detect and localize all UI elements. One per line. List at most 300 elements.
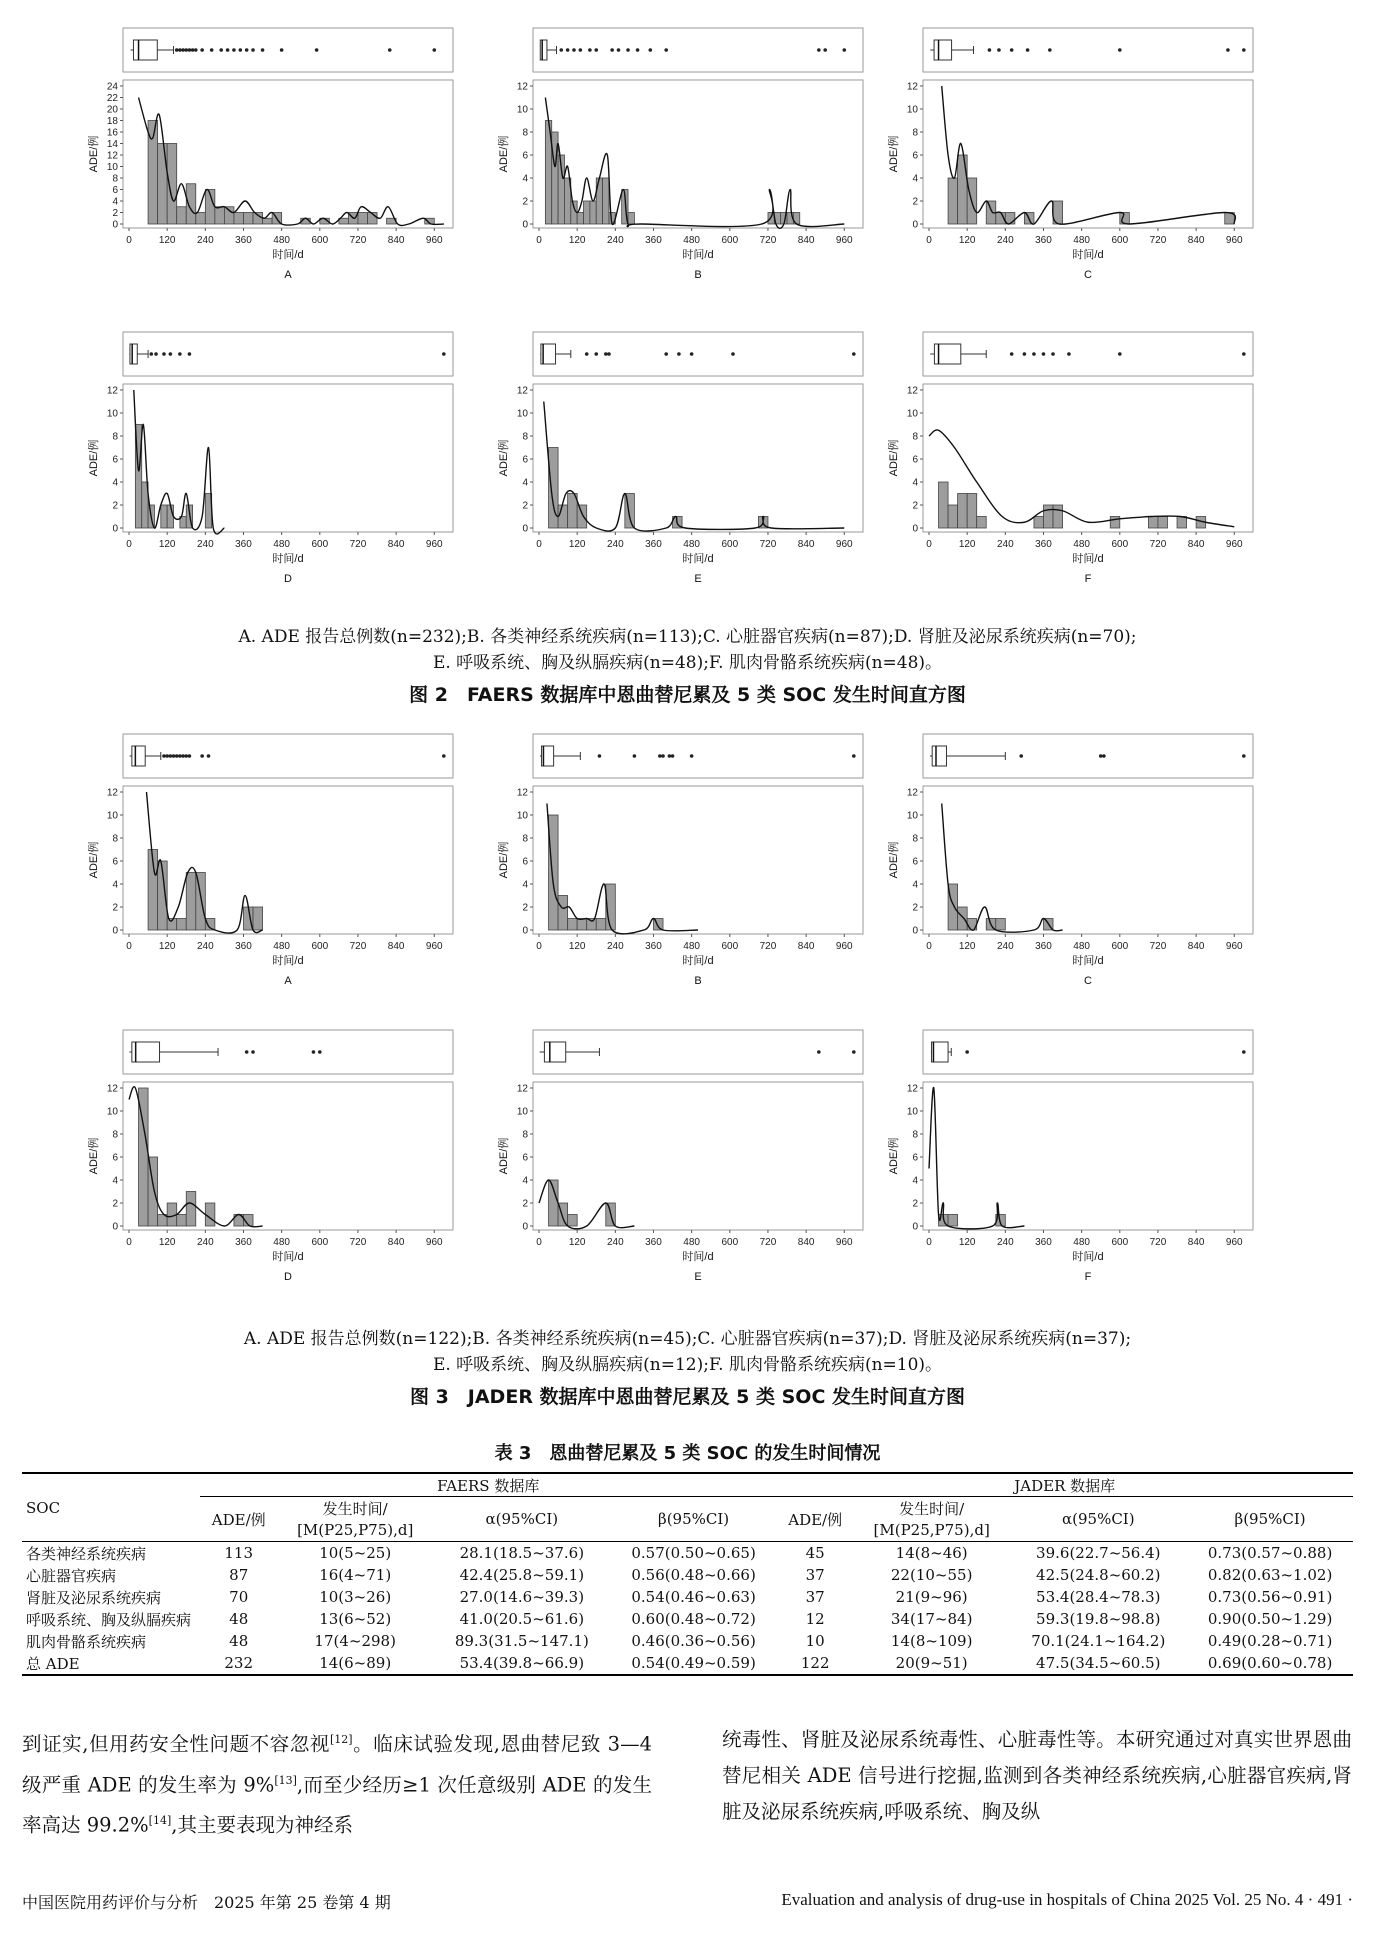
footer-journal-en: Evaluation and analysis of drug-use in hospitals of China 2025 Vol. 25 No. 4 · 491 · [781,1890,1353,1909]
x-tick-label: 960 [835,235,853,246]
plot-frame [923,786,1253,934]
boxplot-outlier [207,754,211,758]
cell-faers-time: 17(4~298) [314,1632,396,1650]
y-tick-label: 16 [106,127,118,139]
histogram-bar [558,896,568,931]
y-tick-label: 8 [522,127,528,139]
histogram-bar [996,919,1006,931]
y-tick-label: 2 [112,500,118,512]
boxplot-outlier [194,48,198,52]
x-tick-label: 360 [235,539,252,550]
boxplot-outlier [997,48,1001,52]
x-tick-label: 240 [996,1237,1014,1248]
boxplot-outlier [251,1050,255,1054]
x-tick-label: 480 [1073,235,1090,246]
histogram-bar [939,482,949,528]
histogram-bar [967,494,977,529]
panel-label: A [284,269,292,281]
boxplot-outlier [154,352,158,356]
cell-jader-ade: 10 [805,1632,825,1650]
y-tick-label: 6 [912,856,918,868]
cell-jader-alpha: 39.6(22.7~56.4) [1009,1542,1187,1565]
histogram-bar [577,919,587,931]
boxplot-box [130,344,137,364]
x-axis-label: 时间/d [1072,1251,1104,1263]
x-tick-label: 0 [926,539,932,550]
boxplot-outlier [388,48,392,52]
boxplot-outlier [1118,48,1122,52]
y-tick-label: 6 [112,856,118,868]
boxplot-box [932,746,946,766]
boxplot-outlier [658,754,662,758]
x-tick-label: 840 [387,235,405,246]
y-tick-label: 2 [112,902,118,914]
x-tick-label: 600 [721,539,739,550]
histogram-chart [85,728,495,1014]
x-tick-label: 600 [311,235,329,246]
cell-faers-ade: 48 [229,1632,249,1650]
cell-faers-ade: 48 [229,1610,249,1628]
y-tick-label: 12 [106,787,118,799]
histogram-chart [885,22,1295,308]
body-left-part1: 到证实,但用药安全性问题不容忽视 [22,1732,330,1756]
boxplot-outlier [1242,352,1246,356]
boxplot-outlier [226,48,230,52]
y-tick-label: 8 [112,833,118,845]
x-axis-label: 时间/d [1072,955,1104,967]
cell-faers-beta: 0.46(0.36~0.56) [631,1632,756,1650]
y-tick-label: 12 [906,787,918,799]
x-tick-label: 600 [311,1237,329,1248]
col-group-jader: JADER 数据库 [776,1473,1353,1497]
histogram-bar [186,1192,196,1227]
x-tick-label: 720 [1149,1237,1167,1248]
boxplot-outlier [988,48,992,52]
histogram-bar [215,207,225,224]
y-tick-label: 10 [106,162,118,173]
y-tick-label: 2 [522,196,528,208]
y-axis-label: ADE/例 [88,841,100,879]
histogram-bar [958,494,968,529]
histogram-bar [263,218,273,224]
histogram-bar [948,178,958,224]
boxplot-outlier [664,48,668,52]
col-header-jader-ade: ADE/例 [788,1510,843,1529]
x-axis-label: 时间/d [682,553,714,565]
cell-faers-time: 10(3~26) [319,1588,392,1606]
x-tick-label: 480 [1073,941,1090,952]
y-tick-label: 8 [522,1129,528,1141]
plot-frame [533,786,863,934]
y-tick-label: 2 [112,1198,118,1210]
y-tick-label: 8 [912,127,918,139]
y-tick-label: 12 [106,150,118,162]
fig3-panel-a [85,728,495,1014]
histogram-chart [885,1024,1295,1310]
y-tick-label: 0 [112,219,118,231]
y-tick-label: 10 [516,1106,528,1118]
y-axis-label: ADE/例 [498,841,510,879]
boxplot-outlier [162,352,166,356]
x-tick-label: 0 [536,1237,542,1248]
fig2-caption-line1: A. ADE 报告总例数(n=232);B. 各类神经系统疾病(n=113);C. 心脏器官疾病(n=87);D. 肾脏及泌尿系统疾病(n=70); [238,627,1137,647]
boxplot-outlier [604,352,608,356]
histogram-bar [358,213,368,225]
boxplot-outlier [594,48,598,52]
cell-jader-time: 14(8~109) [890,1632,973,1650]
y-tick-label: 4 [912,1175,918,1187]
y-tick-label: 6 [912,454,918,466]
soc-time-table [22,1472,1353,1676]
x-tick-label: 480 [1073,1237,1090,1248]
boxplot-frame [533,734,863,778]
histogram-bar [568,919,578,931]
boxplot-outlier [731,352,735,356]
boxplot-outlier [232,48,236,52]
y-axis-label: ADE/例 [88,135,100,173]
cell-jader-time: 14(8~46) [854,1542,1010,1565]
histogram-bar [177,1215,187,1227]
cell-jader-beta: 0.69(0.60~0.78) [1187,1652,1353,1675]
cell-faers-time: 14(6~89) [277,1652,433,1675]
x-tick-label: 480 [273,235,290,246]
x-tick-label: 360 [645,1237,662,1248]
y-tick-label: 10 [906,810,918,822]
y-tick-label: 10 [906,104,918,116]
col-header-faers-time-1: 发生时间/ [322,1499,388,1518]
col-header-jader-time-1: 发生时间/ [899,1499,965,1518]
x-tick-label: 720 [759,1237,777,1248]
boxplot-outlier [1032,352,1036,356]
histogram-bar [948,1215,958,1227]
cell-soc: 总 ADE [22,1652,200,1675]
x-tick-label: 120 [158,1237,176,1248]
y-tick-label: 2 [912,1198,918,1210]
boxplot-outlier [169,754,173,758]
histogram-bar [161,505,167,528]
x-tick-label: 240 [606,539,624,550]
cell-jader-beta: 0.49(0.28~0.71) [1207,1632,1333,1650]
boxplot-outlier [178,754,182,758]
boxplot-outlier [162,754,166,758]
histogram-bar [205,1203,215,1226]
x-tick-label: 120 [958,539,976,550]
y-tick-label: 0 [112,1221,118,1233]
x-axis-label: 时间/d [272,249,304,261]
col-group-faers: FAERS 数据库 [200,1473,776,1497]
panel-label: E [694,573,702,585]
boxplot-outlier [842,48,846,52]
y-tick-label: 4 [522,1175,528,1187]
panel-label: D [284,573,292,585]
x-tick-label: 720 [1149,539,1167,550]
boxplot-outlier [1042,352,1046,356]
y-tick-label: 12 [106,385,118,397]
boxplot-box [133,40,157,60]
x-axis-label: 时间/d [272,955,304,967]
x-axis-label: 时间/d [1072,249,1104,261]
boxplot-outlier [690,352,694,356]
fig3-caption-line2: E. 呼吸系统、胸及纵膈疾病(n=12);F. 肌肉骨骼系统疾病(n=10)。 [432,1355,943,1375]
x-tick-label: 360 [1035,1237,1052,1248]
x-tick-label: 120 [568,941,586,952]
boxplot-outlier [1067,352,1071,356]
boxplot-outlier [149,352,153,356]
y-tick-label: 14 [106,139,118,150]
y-tick-label: 20 [106,104,118,116]
y-tick-label: 8 [912,431,918,443]
x-axis-label: 时间/d [272,1251,304,1263]
boxplot-outlier [280,48,284,52]
x-tick-label: 360 [235,941,252,952]
cell-faers-time: 10(5~25) [277,1542,433,1565]
y-tick-label: 2 [912,902,918,914]
boxplot-outlier [823,48,827,52]
x-tick-label: 600 [311,539,329,550]
x-tick-label: 240 [196,235,214,246]
x-tick-label: 360 [645,235,662,246]
boxplot-outlier [579,48,583,52]
histogram-chart [495,728,905,1014]
boxplot-outlier [1099,754,1103,758]
boxplot-outlier [175,48,179,52]
boxplot-outlier [442,352,446,356]
panel-label: C [1084,269,1092,281]
x-tick-label: 0 [126,539,132,550]
boxplot-outlier [566,48,570,52]
x-tick-label: 840 [1187,235,1205,246]
boxplot-outlier [442,754,446,758]
histogram-bar [958,155,968,224]
x-tick-label: 480 [273,1237,290,1248]
y-tick-label: 6 [912,1152,918,1164]
x-axis-label: 时间/d [682,1251,714,1263]
fig3-panel-e [495,1024,905,1310]
plot-frame [923,1082,1253,1230]
histogram-bar [224,207,234,224]
cell-faers-alpha: 27.0(14.6~39.3) [459,1588,585,1606]
x-tick-label: 120 [958,941,976,952]
boxplot-outlier [210,48,214,52]
histogram-chart [85,22,495,308]
x-tick-label: 720 [349,941,367,952]
x-tick-label: 720 [759,235,777,246]
x-tick-label: 720 [349,539,367,550]
x-tick-label: 960 [425,235,443,246]
body-text-left [22,1722,652,1844]
y-tick-label: 4 [912,173,918,185]
x-tick-label: 840 [797,235,815,246]
y-tick-label: 12 [906,81,918,93]
boxplot-outlier [165,754,169,758]
boxplot-outlier [172,754,176,758]
histogram-bar [1034,517,1044,529]
fig2-panel-c [885,22,1295,308]
cell-jader-alpha: 53.4(28.4~78.3) [1036,1588,1161,1606]
fig3-panel-c [885,728,1295,1014]
histogram-bar [549,815,559,930]
histogram-chart [85,1024,495,1310]
histogram-chart [885,728,1295,1014]
boxplot-outlier [188,352,192,356]
y-tick-label: 4 [522,477,528,489]
y-tick-label: 10 [906,1106,918,1118]
col-header-faers-time-2: [M(P25,P75),d] [297,1521,414,1539]
x-tick-label: 600 [721,1237,739,1248]
x-tick-label: 240 [996,941,1014,952]
boxplot-outlier [184,48,188,52]
boxplot-outlier [261,48,265,52]
y-tick-label: 4 [522,173,528,185]
y-axis-label: ADE/例 [888,439,900,477]
x-tick-label: 0 [126,1237,132,1248]
col-header-soc: SOC [22,1473,200,1542]
histogram-bar [1120,213,1130,225]
cell-faers-alpha: 89.3(31.5~147.1) [454,1632,589,1650]
boxplot-outlier [181,48,185,52]
cell-jader-ade: 122 [776,1652,853,1675]
histogram-bar [177,207,187,224]
y-tick-label: 4 [112,196,118,208]
y-tick-label: 10 [106,1106,118,1118]
x-tick-label: 360 [1035,235,1052,246]
y-tick-label: 6 [522,454,528,466]
y-tick-label: 8 [112,173,118,185]
y-tick-label: 2 [522,500,528,512]
y-axis-label: ADE/例 [88,1137,100,1175]
histogram-bar [1148,517,1158,529]
x-tick-label: 0 [926,1237,932,1248]
x-tick-label: 720 [759,539,777,550]
y-axis-label: ADE/例 [498,135,510,173]
boxplot-outlier [626,48,630,52]
y-tick-label: 2 [912,196,918,208]
boxplot-frame [533,28,863,72]
boxplot-outlier [671,754,675,758]
boxplot-outlier [315,48,319,52]
boxplot-outlier [610,48,614,52]
y-tick-label: 6 [912,150,918,162]
body-left-part2: 。临床试验发现,恩曲替尼致 3—4 级严重 ADE 的发生率为 9% [22,1732,652,1796]
y-axis-label: ADE/例 [888,1137,900,1175]
y-tick-label: 18 [106,116,118,127]
y-tick-label: 6 [112,1152,118,1164]
boxplot-box [544,1042,565,1062]
x-tick-label: 960 [835,941,853,952]
y-tick-label: 6 [112,185,118,196]
cell-soc: 各类神经系统疾病 [22,1542,200,1565]
fig3-caption-line1: A. ADE 报告总例数(n=122);B. 各类神经系统疾病(n=45);C. 心脏器官疾病(n=37);D. 肾脏及泌尿系统疾病(n=37); [243,1329,1132,1349]
y-axis-label: ADE/例 [888,841,900,879]
x-tick-label: 960 [835,539,853,550]
cell-soc: 肌肉骨骼系统疾病 [26,1632,147,1651]
boxplot-outlier [1023,352,1027,356]
x-tick-label: 0 [536,941,542,952]
y-tick-label: 10 [516,104,528,116]
boxplot-outlier [1048,48,1052,52]
y-tick-label: 0 [912,219,918,231]
cell-jader-alpha: 70.1(24.1~164.2) [1031,1632,1166,1650]
boxplot-outlier [1226,48,1230,52]
histogram-bar [243,213,253,225]
x-tick-label: 0 [126,235,132,246]
y-tick-label: 4 [522,879,528,891]
cell-faers-beta: 0.56(0.48~0.66) [631,1566,756,1584]
y-tick-label: 12 [106,1083,118,1095]
col-header-faers-ade: ADE/例 [211,1510,266,1529]
histogram-bar [577,213,583,225]
y-tick-label: 0 [912,523,918,535]
cell-jader-ade: 37 [805,1588,825,1606]
y-tick-label: 6 [112,454,118,466]
fig3-title: 图 3 JADER 数据库中恩曲替尼累及 5 类 SOC 发生时间直方图 [409,1386,966,1408]
y-tick-label: 4 [912,477,918,489]
x-tick-label: 120 [958,1237,976,1248]
x-tick-label: 120 [958,235,976,246]
cell-faers-alpha: 41.0(20.5~61.6) [459,1610,585,1628]
boxplot-outlier [677,352,681,356]
x-tick-label: 600 [1111,1237,1129,1248]
y-tick-label: 6 [522,856,528,868]
x-tick-label: 960 [425,1237,443,1248]
x-tick-label: 720 [349,235,367,246]
panel-label: C [1084,975,1092,987]
y-tick-label: 0 [112,925,118,937]
y-tick-label: 12 [906,1083,918,1095]
y-tick-label: 8 [522,833,528,845]
y-tick-label: 6 [522,1152,528,1164]
cell-faers-ade: 87 [229,1566,249,1584]
histogram-chart [85,326,495,612]
histogram-bar [1043,505,1053,528]
y-tick-label: 22 [106,93,118,104]
x-tick-label: 480 [273,539,290,550]
plot-frame [533,1082,863,1230]
cell-jader-time: 34(17~84) [890,1610,973,1628]
x-tick-label: 480 [683,1237,700,1248]
y-axis-label: ADE/例 [888,135,900,173]
boxplot-outlier [965,1050,969,1054]
x-tick-label: 480 [683,539,700,550]
panel-label: B [694,269,702,281]
y-tick-label: 24 [106,81,118,93]
y-tick-label: 12 [516,385,528,397]
boxplot-outlier [188,48,192,52]
cell-soc: 肾脏及泌尿系统疾病 [26,1588,162,1607]
boxplot-outlier [1242,754,1246,758]
boxplot-outlier [598,754,602,758]
boxplot-outlier [607,352,611,356]
x-tick-label: 360 [235,235,252,246]
histogram-bar [603,178,609,224]
y-tick-label: 10 [516,810,528,822]
y-tick-label: 4 [112,1175,118,1187]
y-tick-label: 0 [912,925,918,937]
x-tick-label: 840 [1187,1237,1205,1248]
cell-jader-beta: 0.82(0.63~1.02) [1207,1566,1333,1584]
table-row [22,1564,1353,1586]
y-tick-label: 0 [112,523,118,535]
table-row [22,1608,1353,1630]
boxplot-frame [533,332,863,376]
y-axis-label: ADE/例 [88,439,100,477]
histogram-bar [1110,517,1120,529]
table-row [22,1630,1353,1652]
col-header-faers-beta: β(95%CI) [658,1510,730,1528]
x-tick-label: 840 [387,941,405,952]
cell-soc: 呼吸系统、胸及纵膈疾病 [26,1610,192,1629]
x-tick-label: 120 [568,235,586,246]
